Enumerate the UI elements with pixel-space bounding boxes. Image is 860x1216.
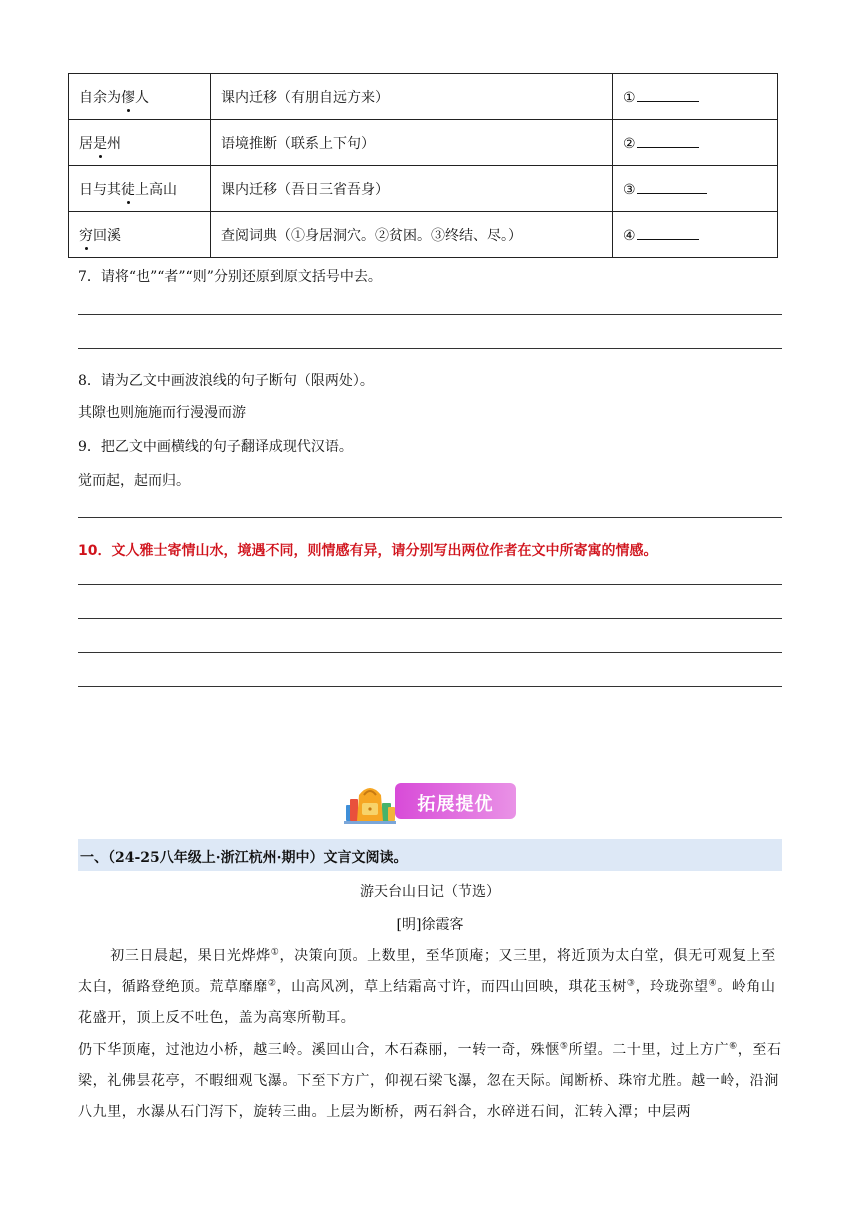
- answer-cell[interactable]: ④: [613, 212, 778, 258]
- banner-pill: [395, 783, 516, 819]
- question-9: 9．把乙文中画横线的句子翻译成现代汉语。: [78, 439, 353, 455]
- footnote-mark: ⑤: [559, 1041, 569, 1052]
- table-row: [69, 120, 778, 166]
- section-title: 一、（24-25八年级上·浙江杭州·期中）文言文阅读。: [80, 850, 408, 866]
- passage-paragraph-1: 初三日晨起，果日光烨烨①，决策向顶。上数里，至华顶庵；又三里，将近顶为太白堂，俱无可观复上至太白，循路登绝顶。荒草靡靡②，山高风冽，草上结霜高寸许，而四山回映，琪花玉树③，玲珑弥望④。岭角山花盛开，顶上反不吐色，盖为高寒所勒耳。: [78, 947, 776, 1026]
- answer-cell[interactable]: ①: [613, 74, 778, 120]
- table-row: [69, 166, 778, 212]
- passage-title: 游天台山日记（节选）: [360, 884, 500, 900]
- answer-line[interactable]: [78, 584, 782, 585]
- answer-line[interactable]: [78, 686, 782, 687]
- footnote-mark: ③: [626, 978, 636, 989]
- table-row: [69, 74, 778, 120]
- answer-line[interactable]: [78, 314, 782, 315]
- word-cell: 穷回溪: [69, 212, 211, 258]
- dotted-char: 是: [93, 133, 107, 153]
- table-row: [69, 212, 778, 258]
- method-cell: 课内迁移（吾日三省吾身）: [211, 166, 613, 212]
- question-7: 7．请将“也”“者”“则”分别还原到原文括号中去。: [78, 269, 382, 285]
- word-cell: 自余为僇人: [69, 74, 211, 120]
- method-cell: 课内迁移（有朋自远方来）: [211, 74, 613, 120]
- answer-line[interactable]: [78, 652, 782, 653]
- extension-banner: [342, 779, 518, 825]
- word-explanation-table: [68, 73, 778, 258]
- answer-line[interactable]: [78, 348, 782, 349]
- dotted-char: 僇: [121, 87, 135, 107]
- answer-blank[interactable]: [637, 133, 699, 148]
- question-8-sentence: 其隙也则施施而行漫漫而游: [78, 405, 246, 421]
- word-cell: 居是州: [69, 120, 211, 166]
- word-cell: 日与其徒上高山: [69, 166, 211, 212]
- dotted-char: 穷: [79, 225, 93, 245]
- answer-blank[interactable]: [637, 87, 699, 102]
- footnote-mark: ①: [270, 947, 280, 958]
- answer-blank[interactable]: [637, 225, 699, 240]
- footnote-mark: ④: [708, 978, 718, 989]
- answer-cell[interactable]: ②: [613, 120, 778, 166]
- passage-paragraph-2: 仍下华顶庵，过池边小桥，越三岭。溪回山合，木石森丽，一转一奇，殊惬⑤所望。二十里，过上方广⑥，至石梁，礼佛昙花亭，不暇细观飞瀑。下至下方广，仰视石梁飞瀑，忽在天际。闻断桥、珠帘尤胜。越一岭，沿涧八九里，水瀑从石门泻下，旋转三曲。上层为断桥，两石斜合，水碎迸石间，汇转入潭；中层两: [78, 1041, 782, 1120]
- question-8: 8．请为乙文中画波浪线的句子断句（限两处）。: [78, 373, 374, 389]
- section-header: [78, 839, 782, 871]
- banner-label: 拓展提优: [417, 794, 494, 815]
- answer-line[interactable]: [78, 618, 782, 619]
- method-cell: 语境推断（联系上下句）: [211, 120, 613, 166]
- answer-line[interactable]: [78, 517, 782, 518]
- answer-cell[interactable]: ③: [613, 166, 778, 212]
- method-cell: 查阅词典（①身居洞穴。②贫困。③终结、尽。）: [211, 212, 613, 258]
- passage-author: [明]徐霞客: [396, 917, 464, 933]
- question-9-sentence: 觉而起，起而归。: [78, 473, 190, 489]
- answer-blank[interactable]: [637, 179, 707, 194]
- footnote-mark: ⑥: [729, 1041, 738, 1052]
- backpack-books-icon: [342, 779, 398, 825]
- footnote-mark: ②: [267, 978, 277, 989]
- dotted-char: 徒: [121, 179, 135, 199]
- question-10: 10．文人雅士寄情山水，境遇不同，则情感有异，请分别写出两位作者在文中所寄寓的情感。: [78, 543, 658, 559]
